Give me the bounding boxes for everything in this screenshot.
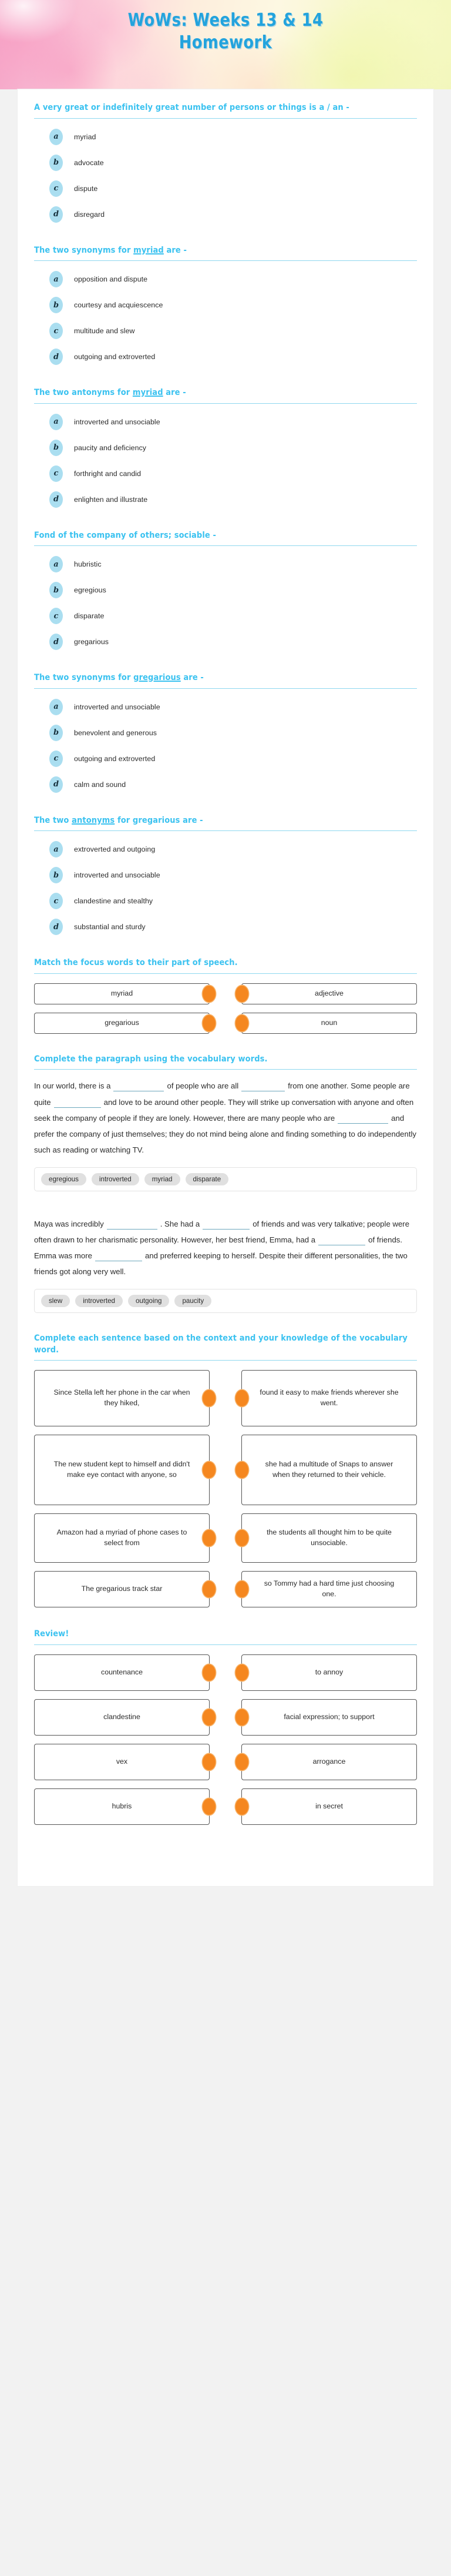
option-row[interactable] — [49, 916, 417, 937]
connector-dot-icon[interactable] — [235, 986, 248, 1002]
paragraph-section — [34, 1054, 417, 1313]
header-banner — [0, 0, 451, 89]
match-card-left[interactable] — [34, 1788, 210, 1825]
connector-dot-icon[interactable] — [235, 1390, 248, 1406]
option-letter-badge: b — [49, 297, 63, 313]
section-heading-pos-match: Match the focus words to their part of speech. — [34, 958, 238, 968]
prompt-focus-word: gregarious — [133, 673, 181, 683]
option-row[interactable] — [49, 294, 417, 316]
option-list-2 — [34, 261, 417, 367]
paragraph-text: In our world, there is a — [34, 1081, 111, 1091]
prompt-focus-word: myriad — [133, 245, 164, 255]
option-row[interactable] — [49, 320, 417, 341]
option-letter-badge: c — [49, 751, 63, 767]
match-card-right[interactable] — [241, 1435, 417, 1505]
option-row[interactable] — [49, 865, 417, 886]
paragraph-text: Maya was incredibly — [34, 1219, 104, 1228]
word-chip[interactable]: egregious — [41, 1173, 86, 1185]
option-label: dispute — [74, 184, 98, 193]
match-card-left[interactable] — [34, 1744, 210, 1780]
word-chip[interactable]: paucity — [174, 1295, 211, 1307]
question-block-2 — [34, 245, 417, 368]
connector-dot-icon[interactable] — [235, 1015, 248, 1031]
option-label: clandestine and stealthy — [74, 897, 153, 906]
section-heading-review: Review! — [34, 1629, 69, 1639]
prompt-prefix: The two — [34, 815, 72, 825]
match-card-left[interactable] — [34, 1571, 210, 1607]
match-card-label: in secret — [315, 1801, 343, 1810]
option-list-3 — [34, 404, 417, 510]
option-letter-badge: d — [49, 349, 63, 365]
match-card-left[interactable] — [34, 1513, 210, 1563]
connector-dot-icon[interactable] — [203, 1798, 216, 1815]
paragraph-text: and preferred keeping to herself. Despite their different personalities, the two friends got along very well. — [34, 1251, 408, 1276]
spacer — [34, 1191, 417, 1208]
match-card-label: vex — [116, 1757, 128, 1766]
option-letter-badge: c — [49, 608, 63, 624]
match-card-label: Amazon had a myriad of phone cases to select from — [56, 1528, 187, 1547]
pos-match-grid — [34, 974, 417, 1034]
option-letter-badge: c — [49, 893, 63, 909]
match-card-right[interactable] — [241, 1513, 417, 1563]
option-row[interactable] — [49, 696, 417, 718]
option-list-6 — [34, 831, 417, 937]
match-card-right[interactable] — [241, 1699, 417, 1736]
match-card-left[interactable] — [34, 1435, 210, 1505]
match-card-left[interactable] — [34, 1013, 210, 1034]
option-letter-badge: a — [49, 129, 63, 145]
part-of-speech-section — [34, 957, 417, 1034]
option-label: extroverted and outgoing — [74, 845, 156, 854]
question-prompt-1: A very great or indefinitely great number of persons or things is a / an - — [34, 103, 349, 112]
option-letter-badge: d — [49, 491, 63, 508]
prompt-focus-word: antonyms — [72, 815, 115, 825]
paragraph-text: from one another. Some people are quite — [34, 1081, 410, 1107]
option-row[interactable] — [49, 579, 417, 601]
fill-blank[interactable] — [107, 1229, 157, 1230]
connector-dot-icon[interactable] — [203, 986, 216, 1002]
option-letter-badge: b — [49, 155, 63, 171]
match-card-label: hubris — [112, 1801, 132, 1810]
option-row[interactable] — [49, 411, 417, 433]
connector-dot-icon[interactable] — [235, 1709, 248, 1726]
question-block-3 — [34, 387, 417, 510]
option-label: introverted and unsociable — [74, 417, 160, 426]
option-letter-badge: b — [49, 867, 63, 883]
section-heading-sentence-match: Complete each sentence based on the context and your knowledge of the vocabulary word. — [34, 1334, 408, 1355]
review-section — [34, 1629, 417, 1825]
option-row[interactable] — [49, 269, 417, 290]
prompt-prefix: The two antonyms for — [34, 388, 133, 398]
option-row[interactable] — [49, 631, 417, 652]
option-row[interactable] — [49, 774, 417, 795]
option-row[interactable] — [49, 178, 417, 199]
connector-dot-icon[interactable] — [203, 1390, 216, 1406]
connector-dot-icon[interactable] — [235, 1754, 248, 1770]
word-chip[interactable]: introverted — [92, 1173, 139, 1185]
option-letter-badge: a — [49, 271, 63, 287]
option-label: advocate — [74, 158, 104, 167]
option-list-4 — [34, 546, 417, 652]
match-card-label: The new student kept to himself and didn't make eye contact with anyone, so — [53, 1460, 190, 1479]
prompt-prefix: The two synonyms for — [34, 673, 134, 683]
option-label: gregarious — [74, 638, 109, 646]
option-letter-badge: c — [49, 465, 63, 482]
option-row[interactable] — [49, 437, 417, 458]
paragraph-text: and prefer the company of just themselves; they do not mind being alone and finding something to do independently such as reading or watching TV. — [34, 1113, 417, 1154]
option-label: substantial and sturdy — [74, 923, 146, 932]
prompt-prefix: The two synonyms for — [34, 245, 134, 255]
match-card-left[interactable] — [34, 1370, 210, 1426]
connector-dot-icon[interactable] — [203, 1709, 216, 1726]
word-chip[interactable]: myriad — [144, 1173, 180, 1185]
connector-dot-icon[interactable] — [235, 1530, 248, 1546]
option-letter-badge: a — [49, 414, 63, 430]
fill-blank[interactable] — [54, 1107, 101, 1108]
prompt-suffix: are - — [163, 388, 186, 398]
match-card-label: so Tommy had a hard time just choosing one. — [264, 1579, 395, 1599]
word-chip[interactable]: outgoing — [128, 1295, 169, 1307]
match-card-left[interactable] — [34, 1699, 210, 1736]
question-prompt-4: Fond of the company of others; sociable - — [34, 530, 216, 540]
option-label: paucity and deficiency — [74, 443, 147, 452]
match-card-label: facial expression; to support — [284, 1712, 375, 1721]
match-card-right[interactable] — [241, 1571, 417, 1607]
option-label: opposition and dispute — [74, 275, 148, 284]
option-label: benevolent and generous — [74, 728, 157, 737]
match-card-label: myriad — [110, 989, 133, 997]
option-row[interactable] — [49, 463, 417, 484]
option-row[interactable] — [49, 722, 417, 743]
option-row[interactable] — [49, 152, 417, 173]
connector-dot-icon[interactable] — [235, 1581, 248, 1597]
connector-dot-icon[interactable] — [235, 1462, 248, 1478]
paragraph-text: of friends. Emma was more — [34, 1235, 403, 1260]
page-title-line-2: Homework — [179, 32, 272, 53]
connector-dot-icon[interactable] — [203, 1015, 216, 1031]
option-label: enlighten and illustrate — [74, 495, 148, 504]
prompt-suffix: for gregarious are - — [115, 815, 203, 825]
match-card-label: noun — [321, 1018, 338, 1027]
connector-dot-icon[interactable] — [203, 1530, 216, 1546]
connector-dot-icon[interactable] — [203, 1664, 216, 1681]
paragraph-1 — [34, 1070, 417, 1157]
word-bank-1 — [34, 1167, 417, 1191]
option-letter-badge: a — [49, 556, 63, 572]
match-card-left[interactable] — [34, 983, 210, 1004]
word-chip[interactable]: slew — [41, 1295, 70, 1307]
option-label: hubristic — [74, 560, 102, 569]
option-letter-badge: d — [49, 206, 63, 223]
paragraph-text: and love to be around other people. They will strike up conversation with anyone and often seek the company of people if they are lonely. However, there are many people who are — [34, 1097, 414, 1123]
section-heading-paragraph: Complete the paragraph using the vocabulary words. — [34, 1054, 268, 1064]
word-chip[interactable]: introverted — [75, 1295, 123, 1307]
match-card-label: arrogance — [312, 1757, 346, 1766]
match-card-right[interactable] — [241, 1370, 417, 1426]
question-prompt-6 — [34, 815, 416, 827]
worksheet-sheet — [18, 89, 433, 1886]
option-letter-badge: a — [49, 841, 63, 857]
option-label: disparate — [74, 612, 105, 621]
option-letter-badge: d — [49, 776, 63, 793]
page-title-line-1: WoWs: Weeks 13 & 14 — [127, 10, 324, 31]
match-card-label: found it easy to make friends wherever she went. — [260, 1388, 399, 1408]
option-label: myriad — [74, 132, 96, 141]
review-match-grid — [34, 1645, 417, 1825]
option-row[interactable] — [49, 204, 417, 225]
match-card-label: to annoy — [315, 1667, 344, 1676]
prompt-focus-word: myriad — [132, 388, 163, 398]
match-card-right[interactable] — [241, 1013, 417, 1034]
question-prompt-2 — [34, 245, 416, 257]
question-block-6 — [34, 815, 417, 938]
option-list-5 — [34, 689, 417, 795]
question-block-1 — [34, 102, 417, 225]
fill-blank[interactable] — [203, 1229, 250, 1230]
connector-dot-icon[interactable] — [203, 1581, 216, 1597]
option-row[interactable] — [49, 346, 417, 367]
option-label: introverted and unsociable — [74, 871, 160, 880]
match-card-label: countenance — [101, 1667, 143, 1676]
question-block-4 — [34, 530, 417, 653]
match-card-label: clandestine — [103, 1712, 140, 1721]
option-letter-badge: d — [49, 634, 63, 650]
prompt-suffix: are - — [163, 245, 187, 255]
option-row[interactable] — [49, 489, 417, 510]
word-bank-2 — [34, 1289, 417, 1313]
paragraph-text: of people who are all — [167, 1081, 239, 1091]
match-card-right[interactable] — [241, 1744, 417, 1780]
connector-dot-icon[interactable] — [235, 1664, 248, 1681]
option-row[interactable] — [49, 554, 417, 575]
option-label: courtesy and acquiescence — [74, 301, 163, 310]
match-card-label: adjective — [315, 989, 344, 997]
sentence-match-grid — [34, 1361, 417, 1607]
connector-dot-icon[interactable] — [203, 1462, 216, 1478]
match-card-right[interactable] — [241, 1788, 417, 1825]
option-row[interactable] — [49, 126, 417, 148]
option-row[interactable] — [49, 748, 417, 769]
option-list-1 — [34, 119, 417, 225]
question-prompt-3 — [34, 387, 416, 399]
option-row[interactable] — [49, 890, 417, 912]
option-label: egregious — [74, 586, 106, 595]
option-label: disregard — [74, 210, 105, 219]
match-card-label: gregarious — [105, 1018, 139, 1027]
prompt-suffix: are - — [180, 673, 204, 683]
option-label: outgoing and extroverted — [74, 353, 156, 361]
option-label: introverted and unsociable — [74, 702, 160, 711]
option-label: forthright and candid — [74, 469, 142, 478]
connector-dot-icon[interactable] — [235, 1798, 248, 1815]
option-letter-badge: d — [49, 919, 63, 935]
option-row[interactable] — [49, 839, 417, 860]
option-letter-badge: b — [49, 725, 63, 741]
fill-blank[interactable] — [338, 1123, 388, 1124]
option-letter-badge: c — [49, 180, 63, 197]
connector-dot-icon[interactable] — [203, 1754, 216, 1770]
page-title — [32, 9, 419, 55]
match-card-left[interactable] — [34, 1654, 210, 1691]
match-card-label: Since Stella left her phone in the car when they hiked, — [53, 1388, 190, 1408]
match-card-label: the students all thought him to be quite unsociable. — [267, 1528, 392, 1547]
option-label: multitude and slew — [74, 327, 135, 336]
paragraph-text: of friends and was very talkative; people were often drawn to her charismatic personality. However, her best friend, Emma, had a — [34, 1219, 410, 1244]
option-letter-badge: a — [49, 699, 63, 715]
option-letter-badge: c — [49, 323, 63, 339]
option-letter-badge: b — [49, 440, 63, 456]
sentence-match-section — [34, 1333, 417, 1607]
question-block-5 — [34, 672, 417, 795]
question-prompt-5 — [34, 672, 416, 684]
option-label: outgoing and extroverted — [74, 754, 156, 763]
match-card-right[interactable] — [241, 1654, 417, 1691]
match-card-label: she had a multitude of Snaps to answer when they returned to their vehicle. — [265, 1460, 393, 1479]
paragraph-2 — [34, 1208, 417, 1279]
option-row[interactable] — [49, 605, 417, 627]
option-letter-badge: b — [49, 582, 63, 598]
match-card-right[interactable] — [241, 983, 417, 1004]
word-chip[interactable]: disparate — [186, 1173, 229, 1185]
match-card-label: The gregarious track star — [81, 1585, 163, 1593]
option-label: calm and sound — [74, 780, 126, 789]
paragraph-text: . She had a — [160, 1219, 200, 1228]
